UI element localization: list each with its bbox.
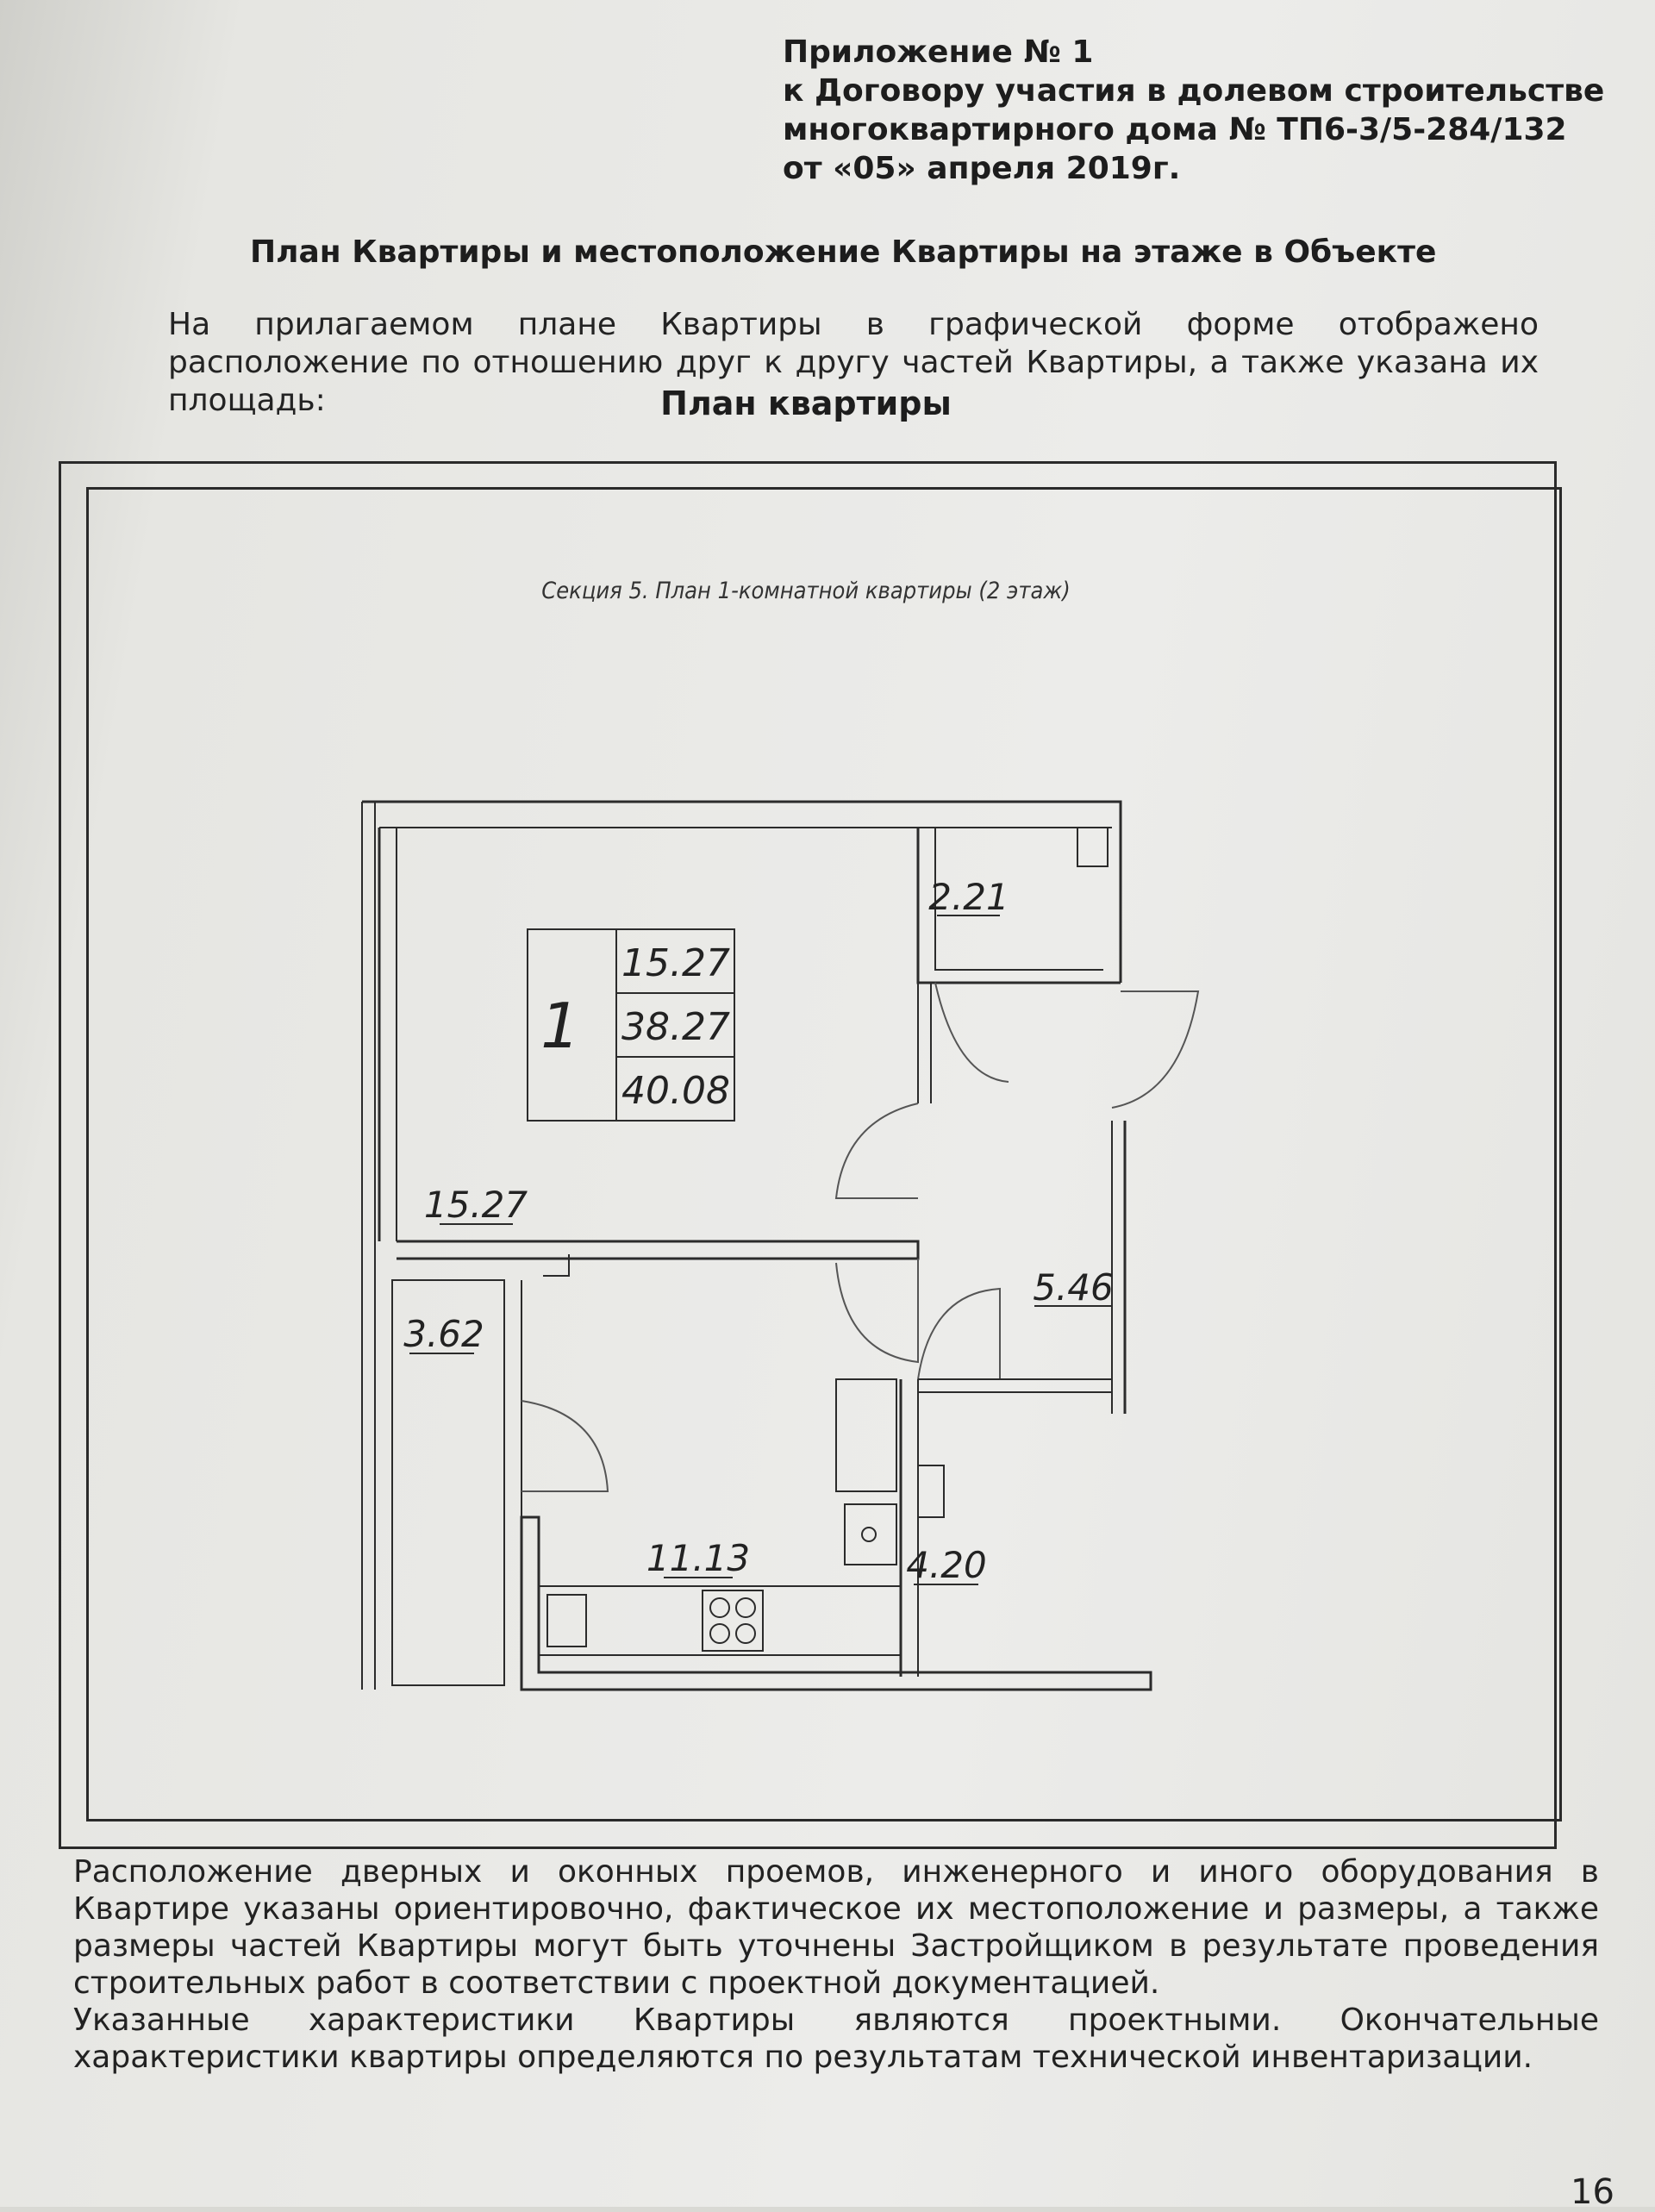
wall-wc-top <box>918 1379 1112 1392</box>
room-area-wc: 4.20 <box>906 1544 987 1586</box>
room-area-kitchen: 11.13 <box>646 1537 751 1579</box>
appendix-line: Приложение № 1 <box>783 34 1094 70</box>
loggia-door-arc <box>521 1401 608 1491</box>
sink-drain-icon <box>862 1528 876 1541</box>
bathroom-fixture-icon <box>1077 828 1108 866</box>
summary-total-area: 38.27 <box>621 1005 730 1049</box>
intro-paragraph: На прилагаемом плане Квартиры в графической форме отображено расположение по отношению друг к другу частей Квартиры, а также указана их площадь: <box>168 307 1539 418</box>
water-heater-icon <box>918 1465 944 1517</box>
wall-living-bottom <box>397 1241 918 1259</box>
kitchen-door-arc <box>836 1259 918 1362</box>
room-area-hall: 5.46 <box>1033 1266 1114 1309</box>
appendix-line: к Договору участия в долевом строительстве <box>783 73 1605 109</box>
appendix-line: многоквартирного дома № ТП6-3/5-284/132 <box>783 112 1567 147</box>
bathroom-door-arc <box>935 983 1009 1082</box>
plan-subtitle: План квартиры <box>660 384 952 422</box>
room-area-living: 15.27 <box>423 1184 528 1226</box>
wall-kitchen-bottom <box>521 1517 1151 1690</box>
room-count: 1 <box>540 990 580 1062</box>
kitchen-counter <box>539 1586 901 1655</box>
facade-window-lines <box>362 802 375 1690</box>
floor-plan <box>328 776 1207 1707</box>
summary-living-area: 15.27 <box>621 941 730 985</box>
room-area-bathroom: 2.21 <box>928 876 1009 918</box>
appendix-line: от «05» апреля 2019г. <box>783 151 1181 186</box>
appendix-header <box>783 33 1610 188</box>
room-area-loggia: 3.62 <box>403 1313 484 1355</box>
fridge-icon <box>547 1595 586 1647</box>
entry-door-arc <box>1112 991 1198 1108</box>
footer-paragraph: Указанные характеристики Квартиры являются проектными. Окончательные характеристики квартиры определяются по результатам технической инвентаризации. <box>73 2003 1599 2075</box>
document-title: План Квартиры и местоположение Квартиры на этаже в Объекте <box>250 234 1437 270</box>
sink-icon <box>845 1504 896 1565</box>
kitchen-cabinet <box>836 1379 896 1491</box>
plan-caption: Секция 5. План 1-комнатной квартиры (2 этаж) <box>541 578 1071 604</box>
stove-icon <box>703 1590 763 1651</box>
page-number: 16 <box>1571 2172 1614 2212</box>
footer-paragraph: Расположение дверных и оконных проемов, инженерного и иного оборудования в Квартире указаны ориентировочно, фактическое их местоположение и размеры, а также размеры частей Квартиры могут быть уточнены Застройщиком в результате проведения строительных работ в соответствии с проектной документацией. <box>73 1854 1599 2001</box>
wall-bathroom-side <box>918 983 931 1103</box>
summary-total-with-balcony: 40.08 <box>621 1069 730 1113</box>
label-underlines <box>409 915 1112 1584</box>
living-door-arc <box>836 1103 918 1198</box>
footer-notes <box>73 1853 1599 2076</box>
